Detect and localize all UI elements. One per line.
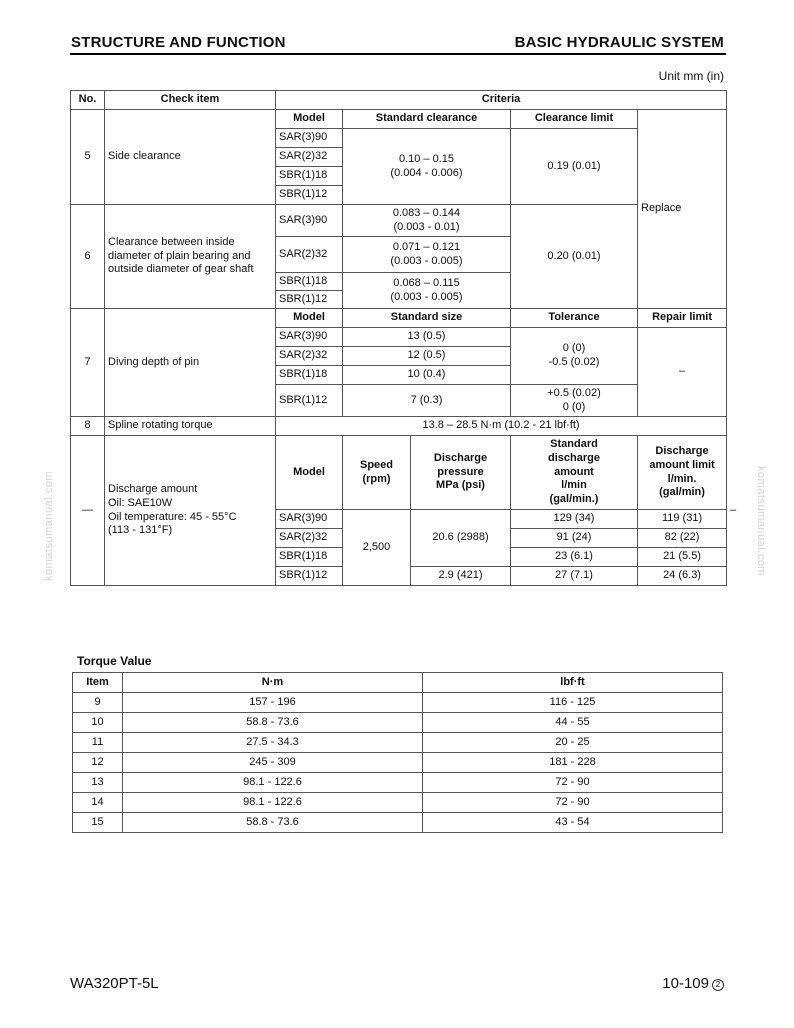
torque-nm: 98.1 - 122.6 xyxy=(123,773,423,793)
model-cell: SBR(1)18 xyxy=(276,273,343,291)
check-item: Side clearance xyxy=(105,110,276,205)
torque-nm: 58.8 - 73.6 xyxy=(123,713,423,733)
subheader-tolerance: Tolerance xyxy=(511,309,638,328)
torque-item: 11 xyxy=(73,733,123,753)
header-line: amount xyxy=(554,465,594,478)
header-line: l/min xyxy=(561,479,587,492)
model-cell: SAR(3)90 xyxy=(276,510,343,529)
standard-clearance-cell xyxy=(343,129,511,205)
revision-mark-icon: 2 xyxy=(712,979,724,991)
torque-section-title: Torque Value xyxy=(77,654,152,668)
torque-row xyxy=(73,813,723,833)
model-cell: SAR(3)90 xyxy=(276,205,343,237)
value-line: (0.004 - 0.006) xyxy=(390,166,463,179)
watermark-left: komatsumanual.com xyxy=(43,471,55,581)
check-item xyxy=(105,436,276,586)
value-line: (0.003 - 0.01) xyxy=(393,220,460,233)
check-item: Diving depth of pin xyxy=(105,309,276,417)
row-number: 7 xyxy=(71,309,105,417)
standard-clearance-cell xyxy=(343,273,511,309)
remedy-cell: Replace xyxy=(638,110,727,309)
torque-item: 14 xyxy=(73,793,123,813)
standard-size-cell: 7 (0.3) xyxy=(343,385,511,417)
table-row xyxy=(71,110,727,129)
header-line: pressure xyxy=(437,465,484,478)
value-line: (0.003 - 0.005) xyxy=(390,254,463,267)
tolerance-cell xyxy=(511,328,638,385)
torque-lbfft: 44 - 55 xyxy=(423,713,723,733)
torque-row xyxy=(73,773,723,793)
model-cell: SAR(2)32 xyxy=(276,529,343,548)
model-cell: SBR(1)12 xyxy=(276,291,343,309)
torque-row xyxy=(73,793,723,813)
model-cell: SAR(2)32 xyxy=(276,347,343,366)
subheader-discharge-limit xyxy=(638,436,727,510)
item-line: (113 - 131°F) xyxy=(108,524,173,537)
model-cell: SAR(2)32 xyxy=(276,148,343,167)
subheader-standard-size: Standard size xyxy=(343,309,511,328)
footer-model: WA320PT-5L xyxy=(70,975,159,992)
model-cell: SBR(1)12 xyxy=(276,385,343,417)
torque-lbfft: 72 - 90 xyxy=(423,773,723,793)
model-cell: SBR(1)18 xyxy=(276,548,343,567)
header-line: (gal/min.) xyxy=(549,493,599,506)
torque-item: 9 xyxy=(73,693,123,713)
header-rule xyxy=(70,53,726,55)
repair-limit-cell: – xyxy=(638,328,727,417)
row-number: 8 xyxy=(71,417,105,436)
torque-row xyxy=(73,733,723,753)
model-cell: SAR(2)32 xyxy=(276,237,343,273)
check-item: Spline rotating torque xyxy=(105,417,276,436)
model-cell: SAR(3)90 xyxy=(276,129,343,148)
header-line: discharge xyxy=(548,451,600,464)
subheader-discharge-pressure xyxy=(411,436,511,510)
standard-amount-cell: 27 (7.1) xyxy=(511,567,638,586)
model-cell: SBR(1)18 xyxy=(276,167,343,186)
model-cell: SBR(1)12 xyxy=(276,567,343,586)
clearance-limit-cell: 0.20 (0.01) xyxy=(511,205,638,309)
torque-row xyxy=(73,713,723,733)
spline-torque-value: 13.8 – 28.5 N·m (10.2 - 21 lbf·ft) xyxy=(276,417,727,436)
row-number: 6 xyxy=(71,205,105,309)
torque-nm: 98.1 - 122.6 xyxy=(123,793,423,813)
torque-header-lbfft: lbf·ft xyxy=(423,673,723,693)
header-line: Discharge xyxy=(433,451,488,464)
subheader-model: Model xyxy=(276,110,343,129)
header-line: amount limit xyxy=(649,458,715,471)
subheader-speed xyxy=(343,436,411,510)
table-row xyxy=(71,205,727,237)
table-header-row xyxy=(71,91,727,110)
row-number: — xyxy=(71,436,105,586)
standard-amount-cell: 23 (6.1) xyxy=(511,548,638,567)
torque-row xyxy=(73,693,723,713)
tolerance-cell xyxy=(511,385,638,417)
standard-amount-cell: 129 (34) xyxy=(511,510,638,529)
value-line: -0.5 (0.02) xyxy=(548,356,600,368)
header-line: Standard xyxy=(550,438,598,451)
item-line: outside diameter of gear shaft xyxy=(108,263,254,276)
page-topic: BASIC HYDRAULIC SYSTEM xyxy=(514,34,724,51)
header-no: No. xyxy=(71,91,105,110)
unit-note: Unit mm (in) xyxy=(658,69,724,83)
subheader-standard-discharge xyxy=(511,436,638,510)
torque-row xyxy=(73,753,723,773)
amount-limit-cell: 82 (22) xyxy=(638,529,727,548)
header-line: (rpm) xyxy=(362,472,391,485)
torque-lbfft: 116 - 125 xyxy=(423,693,723,713)
torque-item: 12 xyxy=(73,753,123,773)
table-row xyxy=(71,309,727,328)
torque-lbfft: 181 - 228 xyxy=(423,753,723,773)
speed-cell: 2,500 xyxy=(343,510,411,586)
standard-clearance-cell xyxy=(343,205,511,237)
value-line: 0.083 – 0.144 xyxy=(392,206,461,219)
section-title: STRUCTURE AND FUNCTION xyxy=(71,34,286,51)
header-line: (gal/min) xyxy=(659,486,705,499)
subheader-repair-limit: Repair limit xyxy=(638,309,727,328)
header-line: Discharge xyxy=(655,445,709,457)
torque-header-item: Item xyxy=(73,673,123,693)
footer-page xyxy=(662,975,724,992)
standard-size-cell: 12 (0.5) xyxy=(343,347,511,366)
value-line: (0.003 - 0.005) xyxy=(390,290,463,303)
header-line: Speed xyxy=(359,458,393,471)
torque-table xyxy=(72,672,723,833)
torque-nm: 245 - 309 xyxy=(123,753,423,773)
header-line: l/min. xyxy=(667,472,697,485)
row-number: 5 xyxy=(71,110,105,205)
item-line: Oil temperature: 45 - 55°C xyxy=(108,510,237,523)
standard-amount-cell: 91 (24) xyxy=(511,529,638,548)
standard-clearance-cell xyxy=(343,237,511,273)
subheader-standard-clearance: Standard clearance xyxy=(343,110,511,129)
header-check-item: Check item xyxy=(105,91,276,110)
subheader-model: Model xyxy=(276,309,343,328)
value-line: 0 (0) xyxy=(562,400,586,413)
clearance-limit-cell: 0.19 (0.01) xyxy=(511,129,638,205)
header-criteria: Criteria xyxy=(276,91,727,110)
torque-lbfft: 20 - 25 xyxy=(423,733,723,753)
table-row: — Discharge amount Oil: SAE10W Oil temperature: 45 - 55°C (113 - 131°F) Model Speed (rpm) Discharge pressure MPa (psi) Standard discharge amount l/min (gal/min.) Discharge amount limit l/min. (gal/min) – xyxy=(71,436,727,510)
value-line: 0.10 – 0.15 xyxy=(398,152,455,165)
model-cell: SBR(1)12 xyxy=(276,186,343,205)
model-cell: SBR(1)18 xyxy=(276,366,343,385)
amount-limit-cell: 119 (31) xyxy=(638,510,727,529)
check-item xyxy=(105,205,276,309)
watermark-right: komatsumanual.com xyxy=(755,466,767,576)
item-line: diameter of plain bearing and xyxy=(108,249,251,262)
torque-nm: 58.8 - 73.6 xyxy=(123,813,423,833)
torque-nm: 27.5 - 34.3 xyxy=(123,733,423,753)
subheader-clearance-limit: Clearance limit xyxy=(511,110,638,129)
item-line: Discharge amount xyxy=(108,483,198,495)
torque-item: 10 xyxy=(73,713,123,733)
value-line: 0 (0) xyxy=(562,342,586,355)
torque-lbfft: 43 - 54 xyxy=(423,813,723,833)
torque-item: 15 xyxy=(73,813,123,833)
pressure-cell: 20.6 (2988) xyxy=(411,510,511,567)
standard-size-cell: 13 (0.5) xyxy=(343,328,511,347)
torque-header-row xyxy=(73,673,723,693)
table-row xyxy=(71,417,727,436)
amount-limit-cell: 21 (5.5) xyxy=(638,548,727,567)
check-criteria-table xyxy=(70,90,737,586)
page-number: 10-109 xyxy=(662,975,709,992)
item-line: Clearance between inside xyxy=(108,235,235,248)
torque-nm: 157 - 196 xyxy=(123,693,423,713)
torque-header-nm: N·m xyxy=(123,673,423,693)
torque-lbfft: 72 - 90 xyxy=(423,793,723,813)
model-cell: SAR(3)90 xyxy=(276,328,343,347)
standard-size-cell: 10 (0.4) xyxy=(343,366,511,385)
item-line: Oil: SAE10W xyxy=(108,496,173,509)
header-line: MPa (psi) xyxy=(436,479,485,492)
pressure-cell: 2.9 (421) xyxy=(411,567,511,586)
subheader-model: Model xyxy=(276,436,343,510)
amount-limit-cell: 24 (6.3) xyxy=(638,567,727,586)
value-line: +0.5 (0.02) xyxy=(547,386,601,399)
value-line: 0.068 – 0.115 xyxy=(393,276,460,289)
value-line: 0.071 – 0.121 xyxy=(392,240,461,253)
torque-item: 13 xyxy=(73,773,123,793)
